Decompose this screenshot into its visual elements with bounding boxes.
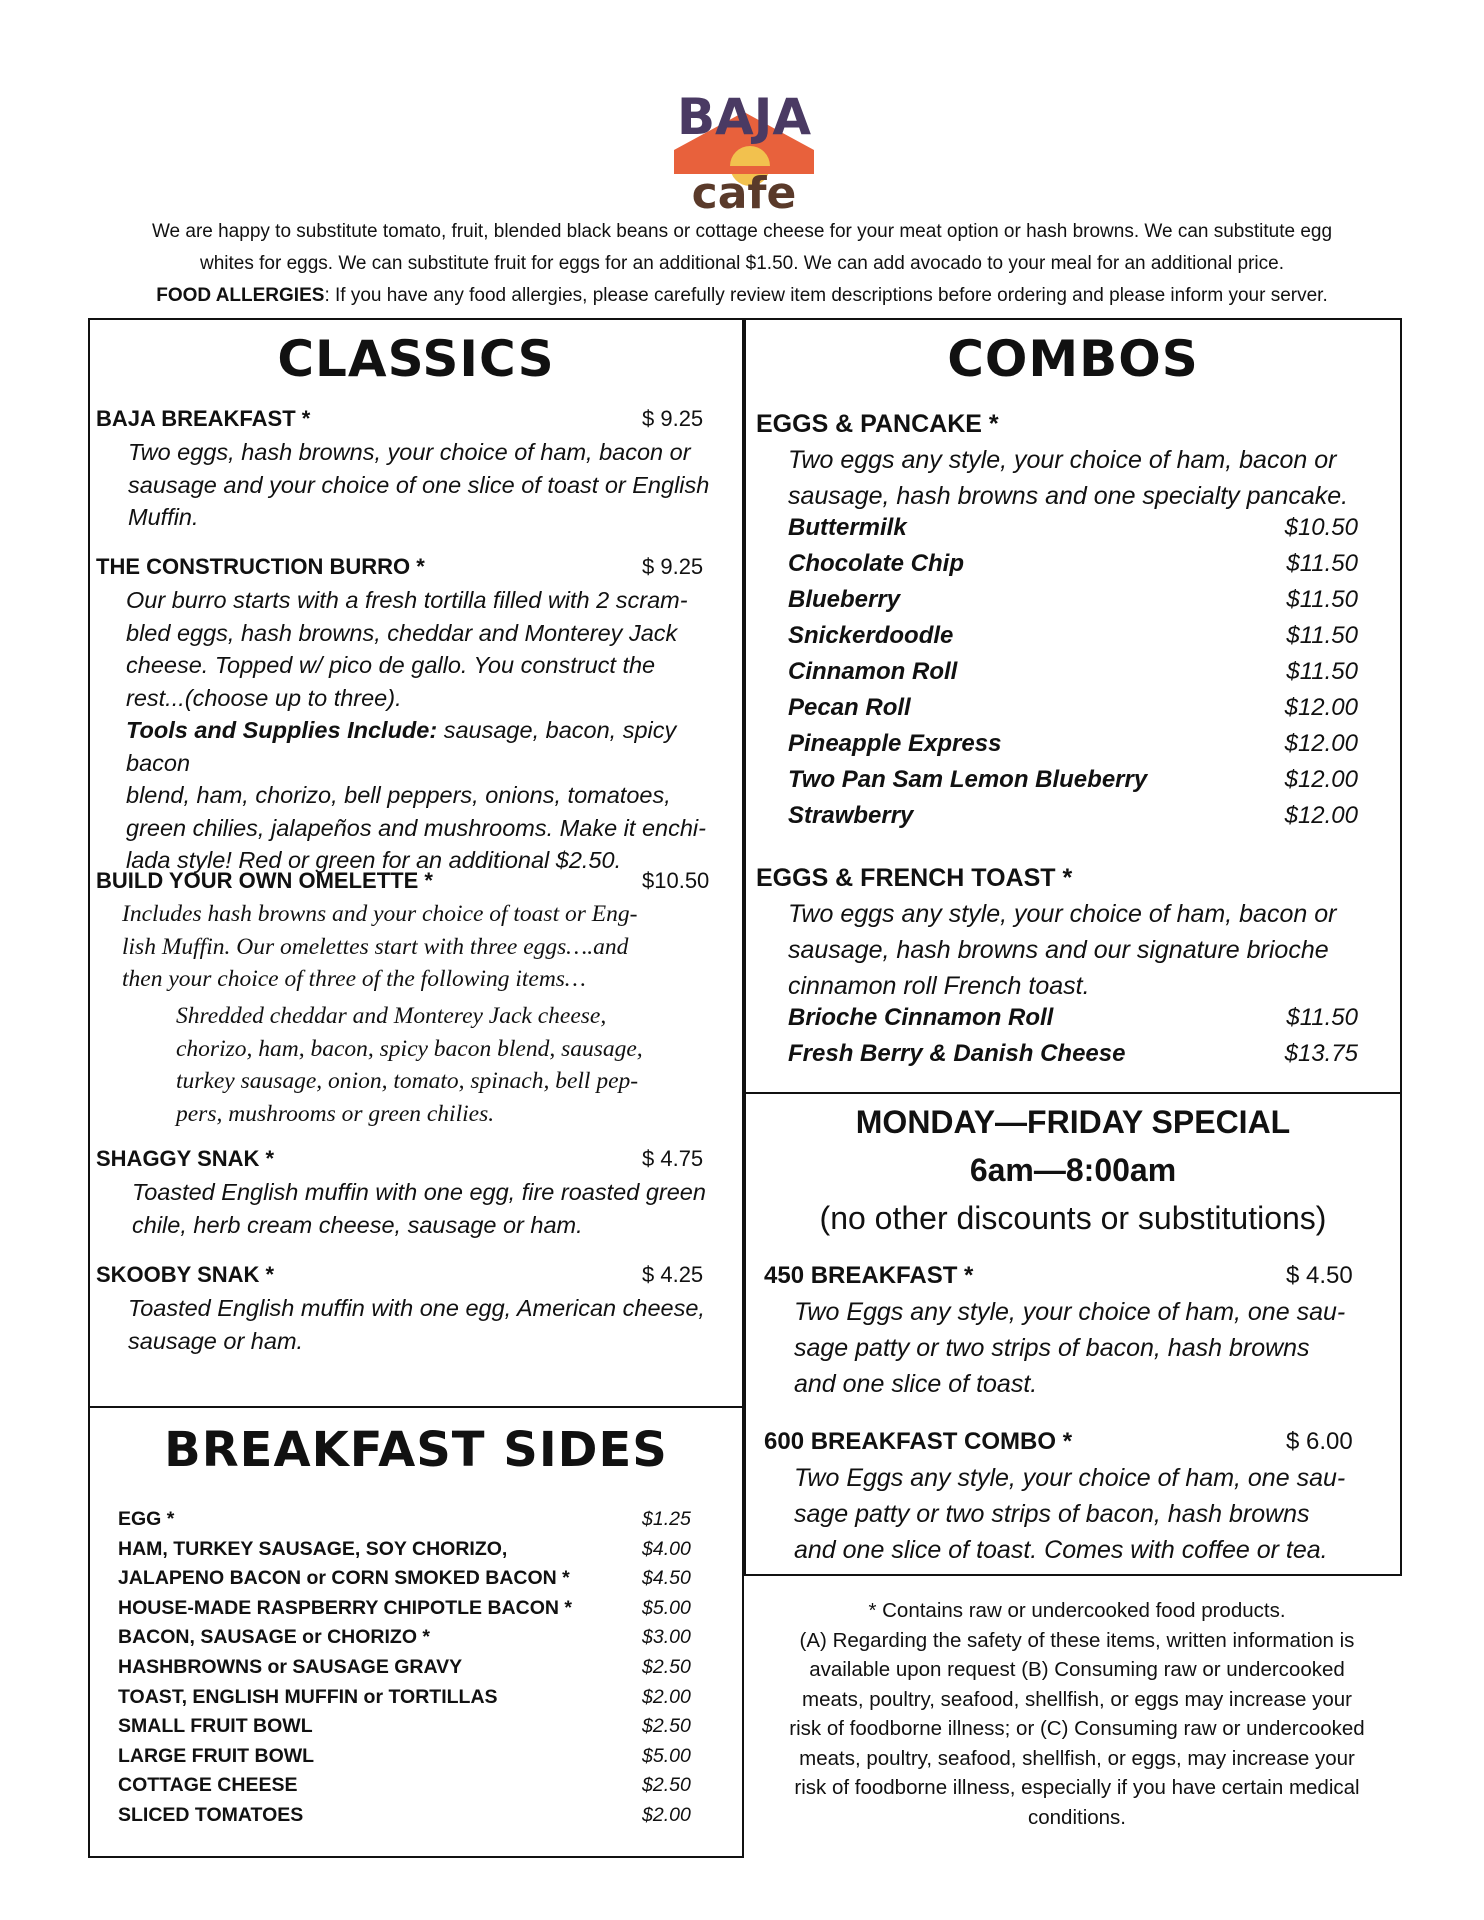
item-name-construction-burro: THE CONSTRUCTION BURRO * (96, 554, 425, 579)
side-row: EGG * $1.25 (118, 1508, 691, 1530)
substitution-note-line-2: whites for eggs. We can substitute fruit for eggs for an additional $1.50. We can add avocado to your meal for an additional price. (200, 253, 1284, 274)
allergy-text: : If you have any food allergies, please carefully review item descriptions before ordering and please inform your server. (324, 285, 1328, 306)
logo-cafe-text: cafe (691, 168, 797, 214)
item-name-600-breakfast-combo: 600 BREAKFAST COMBO * (764, 1428, 1073, 1455)
item-desc-600-breakfast-combo: Two Eggs any style, your choice of ham, one sau- sage patty or two strips of bacon, hash browns and one slice of toast. Comes with coffee or tea. (794, 1464, 1346, 1564)
raw-food-disclaimer: * Contains raw or undercooked food products. (A) Regarding the safety of these items, written information is available upon request (B) Consuming raw or undercooked meats, poultry, seafood, shellfish, or eggs may increase your risk of foodborne illness; or (C) Consuming raw or undercooked meats, poultry, seafood, shellfish, or eggs, may increase your risk of foodborne illness, especially if you have certain medical conditions. (789, 1599, 1365, 1829)
pancake-option: Buttermilk $10.50 (788, 514, 1358, 541)
item-desc-450-breakfast: Two Eggs any style, your choice of ham, one sau- sage patty or two strips of bacon, hash browns and one slice of toast. (794, 1298, 1346, 1398)
french-toast-option: Brioche Cinnamon Roll $11.50 (788, 1004, 1358, 1031)
item-desc-eggs-pancake: Two eggs any style, your choice of ham, bacon or sausage, hash browns and one specialty pancake. (788, 446, 1349, 510)
pancake-option: Snickerdoodle $11.50 (788, 622, 1358, 649)
pancake-option: Blueberry $11.50 (788, 586, 1358, 613)
pancake-option: Cinnamon Roll $11.50 (788, 658, 1358, 685)
breakfast-sides-title: BREAKFAST SIDES (164, 1422, 668, 1478)
logo-baja-text: BAJA (676, 90, 812, 146)
tools-label: Tools and Supplies Include: (126, 717, 438, 743)
item-name-build-your-own-omelette: BUILD YOUR OWN OMELETTE * (96, 868, 433, 893)
french-toast-option: Fresh Berry & Danish Cheese $13.75 (788, 1040, 1358, 1067)
special-restrictions: (no other discounts or substitutions) (819, 1200, 1327, 1236)
weekday-special-section (744, 1092, 1402, 1576)
logo-graphic (668, 90, 820, 214)
sides-list (118, 1508, 738, 1848)
side-row: LARGE FRUIT BOWL $5.00 (118, 1744, 691, 1767)
item-name-baja-breakfast: BAJA BREAKFAST * (96, 406, 311, 431)
allergy-note (100, 280, 1384, 312)
item-price-shaggy-snak: $ 4.75 (642, 1146, 704, 1171)
combos-section (744, 318, 1402, 1094)
pancake-option: Pineapple Express $12.00 (788, 730, 1358, 757)
item-price-450-breakfast: $ 4.50 (1286, 1262, 1353, 1289)
side-row: SLICED TOMATOES $2.00 (118, 1804, 691, 1826)
pancake-option: Pecan Roll $12.00 (788, 694, 1358, 721)
side-row: COTTAGE CHEESE $2.50 (118, 1774, 691, 1797)
pancake-option: Two Pan Sam Lemon Blueberry $12.00 (788, 766, 1358, 793)
item-desc-build-your-own-omelette: Includes hash browns and your choice of toast or Eng- lish Muffin. Our omelettes start with three eggs….and then your choice of three of the following items… (122, 901, 638, 992)
french-toast-options (788, 1004, 1358, 1080)
item-price-construction-burro: $ 9.25 (642, 554, 704, 579)
item-desc-skooby-snak: Toasted English muffin with one egg, American cheese, sausage or ham. (128, 1295, 705, 1354)
side-row: TOAST, ENGLISH MUFFIN or TORTILLAS $2.00 (118, 1685, 691, 1708)
side-row: SMALL FRUIT BOWL $2.50 (118, 1715, 691, 1738)
item-price-600-breakfast-combo: $ 6.00 (1286, 1428, 1353, 1455)
item-name-450-breakfast: 450 BREAKFAST * (764, 1262, 974, 1289)
side-row: BACON, SAUSAGE or CHORIZO * $3.00 (118, 1626, 691, 1649)
side-row: HASHBROWNS or SAUSAGE GRAVY $2.50 (118, 1656, 691, 1678)
substitution-note-line-1: We are happy to substitute tomato, fruit, blended black beans or cottage cheese for your meat option or hash browns. We can substitute egg (151, 221, 1333, 242)
side-row: HOUSE-MADE RASPBERRY CHIPOTLE BACON * $5.00 (118, 1596, 691, 1619)
side-row: JALAPENO BACON or CORN SMOKED BACON * $4.50 (118, 1567, 691, 1590)
classics-section (88, 318, 744, 1408)
breakfast-sides-section (88, 1406, 744, 1858)
special-title: MONDAY—FRIDAY SPECIAL (855, 1104, 1291, 1140)
item-price-skooby-snak: $ 4.25 (642, 1262, 704, 1287)
item-desc-baja-breakfast: Two eggs, hash browns, your choice of ham, bacon or sausage and your choice of one slice of toast or English Muffin. (128, 439, 710, 530)
item-name-eggs-french-toast: EGGS & FRENCH TOAST * (756, 864, 1073, 892)
allergy-label: FOOD ALLERGIES (156, 285, 325, 306)
item-name-shaggy-snak: SHAGGY SNAK * (96, 1146, 275, 1171)
pancake-option: Chocolate Chip $11.50 (788, 550, 1358, 577)
classics-title: CLASSICS (277, 330, 555, 388)
item-price-baja-breakfast: $ 9.25 (642, 406, 704, 431)
item-desc-eggs-french-toast: Two eggs any style, your choice of ham, bacon or sausage, hash browns and our signature brioche cinnamon roll French toast. (788, 900, 1337, 1000)
pancake-option: Strawberry $12.00 (788, 802, 1358, 829)
item-name-eggs-pancake: EGGS & PANCAKE * (756, 410, 999, 438)
pancake-options (788, 514, 1358, 844)
item-desc-construction-burro: Our burro starts with a fresh tortilla filled with 2 scram- bled eggs, hash browns, cheddar and Monterey Jack cheese. Topped w/ pico de gallo. You construct the rest...(choose up to three). Tools and Supplies Include: sausage, bacon, spicy bacon blend, ham, chorizo, bell peppers, onions, tomatoes, green chilies, jalapeños and mushrooms. Make it enchi- lada style! Red or green for an additional $2.50. (126, 587, 706, 873)
item-price-build-your-own-omelette: $10.50 (642, 868, 710, 893)
item-desc-shaggy-snak: Toasted English muffin with one egg, fire roasted green chile, herb cream cheese, sausage or ham. (132, 1179, 706, 1238)
side-row: HAM, TURKEY SAUSAGE, SOY CHORIZO, $4.00 (118, 1537, 691, 1560)
combos-title: COMBOS (947, 330, 1199, 388)
item-name-skooby-snak: SKOOBY SNAK * (96, 1262, 275, 1287)
omelette-options: Shredded cheddar and Monterey Jack cheese, chorizo, ham, bacon, spicy bacon blend, sausage, turkey sausage, onion, tomato, spinach, bell pep- pers, mushrooms or green chilies. (176, 1003, 643, 1127)
special-hours: 6am—8:00am (969, 1152, 1177, 1188)
baja-cafe-logo (668, 90, 820, 214)
